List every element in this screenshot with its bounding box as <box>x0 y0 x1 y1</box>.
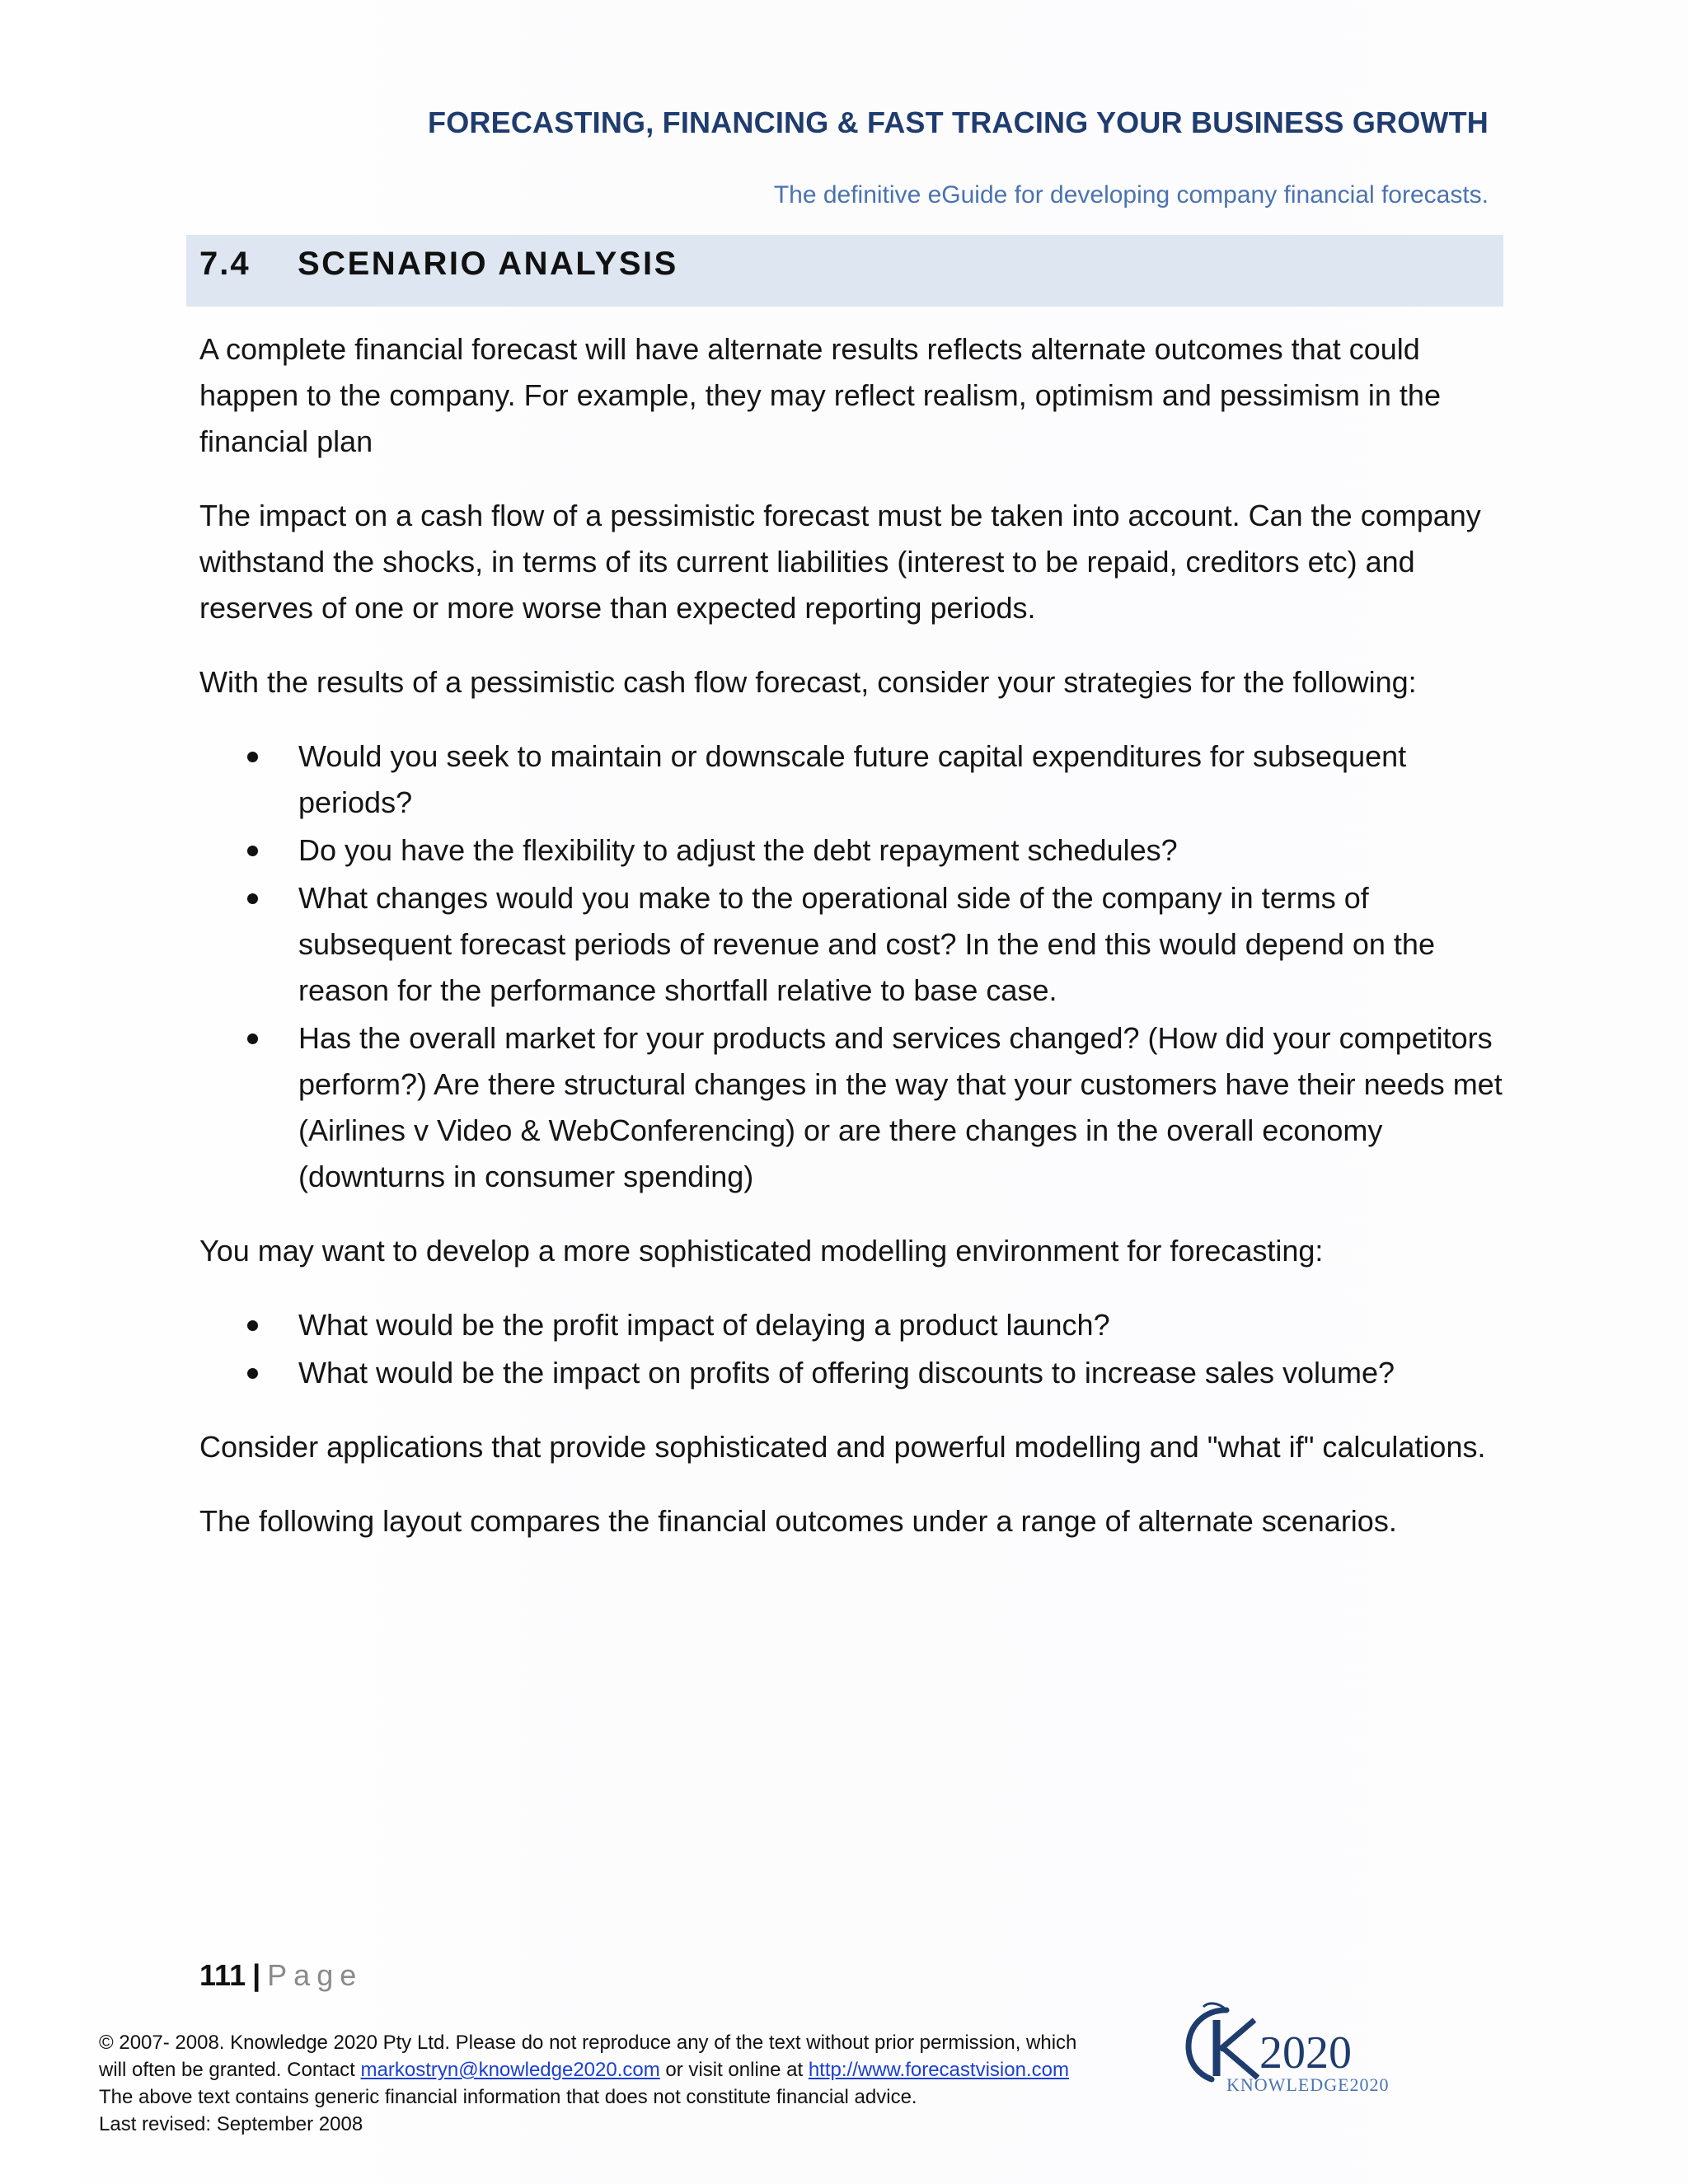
logo-wordmark-text: KNOWLEDGE2020 <box>1226 2074 1390 2095</box>
header-subtitle: The definitive eGuide for developing company financial forecasts. <box>773 181 1489 209</box>
footer-contact <box>99 2056 1170 2083</box>
email-link[interactable]: markostryn@knowledge2020.com <box>360 2059 660 2081</box>
bullet-list <box>199 1302 1503 1396</box>
bullet-icon <box>247 893 258 904</box>
list-item <box>199 827 1503 874</box>
bullet-list <box>199 733 1503 1200</box>
paragraph: Consider applications that provide sophisticated and powerful modelling and "what if" calculations. <box>199 1430 1486 1464</box>
bullet-icon <box>247 1033 258 1044</box>
list-item <box>199 1015 1503 1200</box>
paragraph: The impact on a cash flow of a pessimistic forecast must be taken into account. Can the company withstand the shocks, in terms of its current liabilities (interest to be repaid, creditors etc) and reserves of one or more worse than expected reporting periods. <box>199 499 1481 625</box>
list-item <box>199 1350 1503 1396</box>
footer-disclaimer: The above text contains generic financial information that does not constitute financial advice. <box>99 2086 917 2108</box>
footer-contact-text: will often be granted. Contact <box>99 2059 361 2081</box>
footer <box>99 2029 1170 2138</box>
list-item-text: What would be the profit impact of delaying a product launch? <box>298 1308 1110 1342</box>
paragraph: With the results of a pessimistic cash flow forecast, consider your strategies for the following: <box>199 665 1417 699</box>
list-item <box>199 1302 1503 1348</box>
page-label: Page <box>267 1958 363 1992</box>
list-item <box>199 875 1503 1014</box>
bullet-icon <box>247 846 258 856</box>
paragraph: The following layout compares the financial outcomes under a range of alternate scenarios. <box>199 1504 1397 1538</box>
logo-mark-text: 2020 <box>1259 2027 1352 2079</box>
section-number: 7.4 <box>199 246 251 282</box>
list-item <box>199 733 1503 826</box>
bullet-icon <box>247 752 258 762</box>
website-link[interactable]: http://www.forecastvision.com <box>808 2059 1069 2081</box>
knowledge2020-logo-icon <box>1179 1999 1426 2097</box>
list-item-text: What changes would you make to the operational side of the company in terms of subsequent forecast periods of revenue and cost? In the end this would depend on the reason for the performance shortfall relative to base case. <box>298 881 1435 1007</box>
header-title: FORECASTING, FINANCING & FAST TRACING YOUR BUSINESS GROWTH <box>428 105 1489 139</box>
section-title: SCENARIO ANALYSIS <box>298 246 678 282</box>
list-item-text: Would you seek to maintain or downscale future capital expenditures for subsequent periods? <box>298 739 1407 819</box>
bullet-icon <box>247 1368 258 1379</box>
bullet-icon <box>247 1320 258 1331</box>
page-number-row <box>199 1958 363 1993</box>
list-item-text: Has the overall market for your products and services changed? (How did your competitors perform?) Are there structural changes in the way that your customers have their needs met (Airlines v Video & WebConferencing) or are there changes in the overall economy (downturns in consumer spending) <box>298 1021 1503 1193</box>
list-item-text: What would be the impact on profits of offering discounts to increase sales volume? <box>298 1356 1395 1390</box>
page-separator: | <box>252 1958 261 1992</box>
footer-revised: Last revised: September 2008 <box>99 2113 363 2135</box>
footer-contact-middle: or visit online at <box>659 2059 809 2081</box>
footer-copyright: © 2007- 2008. Knowledge 2020 Pty Ltd. Please do not reproduce any of the text without prior permission, which <box>99 2032 1077 2054</box>
paragraph: You may want to develop a more sophisticated modelling environment for forecasting: <box>199 1234 1324 1268</box>
document-body <box>199 326 1503 1572</box>
paragraph: A complete financial forecast will have alternate results reflects alternate outcomes that could happen to the company. For example, they may reflect realism, optimism and pessimism in the financial plan <box>199 332 1441 458</box>
list-item-text: Do you have the flexibility to adjust the debt repayment schedules? <box>298 833 1178 867</box>
page-number: 111 <box>199 1958 246 1992</box>
